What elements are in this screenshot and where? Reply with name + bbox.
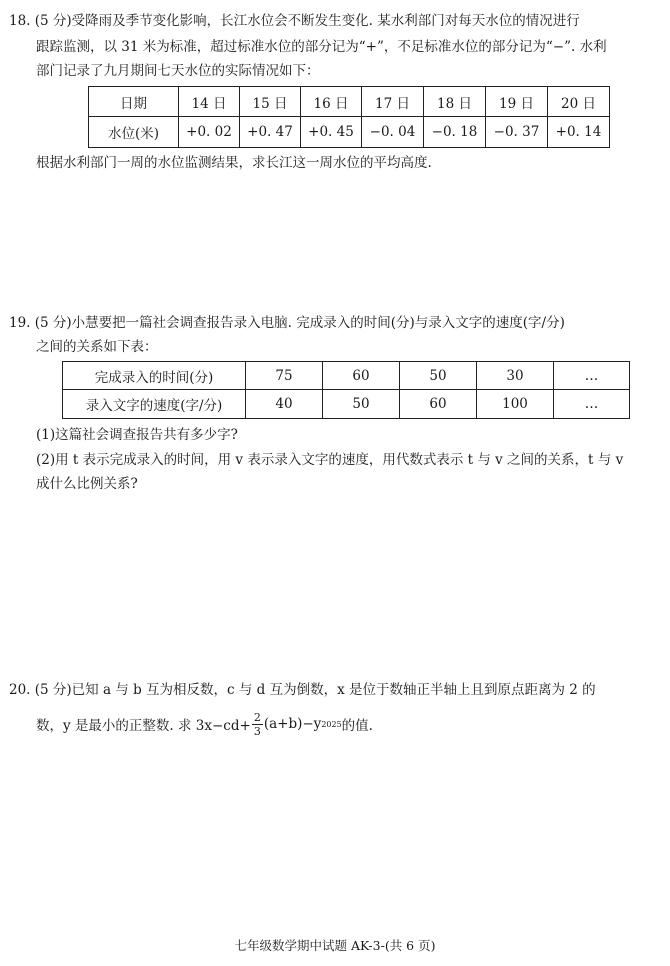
q20-formula-line [36,702,373,746]
formula-exponent: 2025 [321,719,342,729]
q18-line3: 部门记录了九月期间七天水位的实际情况如下： [36,63,320,79]
table-cell: 水位(米) [89,117,179,148]
q20-line1: 20. (5 分)已知 a 与 b 互为相反数，c 与 d 互为倒数，x 是位于数轴正半轴上且到原点距离为 2 的 [9,682,596,698]
table-cell: 40 [246,390,323,419]
table-cell: 完成录入的时间(分) [63,362,246,390]
table-cell: 75 [246,362,323,390]
table-cell: 50 [400,362,477,390]
table-cell: +0. 47 [240,117,301,148]
table-cell: +0. 45 [301,117,362,148]
fraction-two-thirds [252,711,263,738]
table-cell: −0. 37 [486,117,548,148]
formula-suffix: 的值. [341,718,373,734]
table-cell: −0. 18 [424,117,486,148]
q19-typing-table [62,361,630,419]
table-cell: 日期 [89,87,179,117]
q19-sub1: (1)这篇社会调查报告共有多少字? [36,427,238,443]
q18-table-value-row [89,117,610,148]
table-cell: 14 日 [179,87,240,117]
formula-prefix: 数，y 是最小的正整数. 求 3x−cd+ [36,718,251,734]
table-cell: 15 日 [240,87,301,117]
formula-middle: (a+b)−y [263,716,322,732]
page-footer: 七年级数学期中试题 AK-3-(共 6 页) [234,938,436,953]
table-cell: 30 [477,362,554,390]
q19-sub2-line2: 成什么比例关系? [36,476,138,492]
table-cell: … [554,390,630,419]
table-cell: −0. 04 [362,117,424,148]
table-cell: … [554,362,630,390]
q19-line2: 之间的关系如下表： [36,339,158,355]
table-cell: 录入文字的速度(字/分) [63,390,246,419]
table-cell: +0. 02 [179,117,240,148]
table-cell: 50 [323,390,400,419]
q18-question: 根据水利部门一周的水位监测结果，求长江这一周水位的平均高度. [36,155,432,171]
table-cell: 20 日 [548,87,610,117]
q18-table-header-row [89,87,610,117]
table-cell: 16 日 [301,87,362,117]
q19-line1: 19. (5 分)小慧要把一篇社会调查报告录入电脑. 完成录入的时间(分)与录入文字的速度(字/分) [9,315,565,331]
q19-table-time-row [63,362,630,390]
table-cell: 19 日 [486,87,548,117]
q18-water-level-table [88,86,610,148]
q18-line2: 跟踪监测，以 31 米为标准，超过标准水位的部分记为“+”，不足标准水位的部分记为“−”. 水利 [36,39,607,55]
fraction-denominator: 3 [253,724,261,738]
q19-sub2-line1: (2)用 t 表示完成录入的时间，用 v 表示录入文字的速度，用代数式表示 t 与 v 之间的关系，t 与 v [36,452,624,468]
q18-line1: 18. (5 分)受降雨及季节变化影响，长江水位会不断发生变化. 某水利部门对每天水位的情况进行 [9,13,580,29]
table-cell: +0. 14 [548,117,610,148]
table-cell: 17 日 [362,87,424,117]
fraction-numerator: 2 [253,710,261,724]
table-cell: 18 日 [424,87,486,117]
table-cell: 100 [477,390,554,419]
q19-table-speed-row [63,390,630,419]
table-cell: 60 [400,390,477,419]
table-cell: 60 [323,362,400,390]
